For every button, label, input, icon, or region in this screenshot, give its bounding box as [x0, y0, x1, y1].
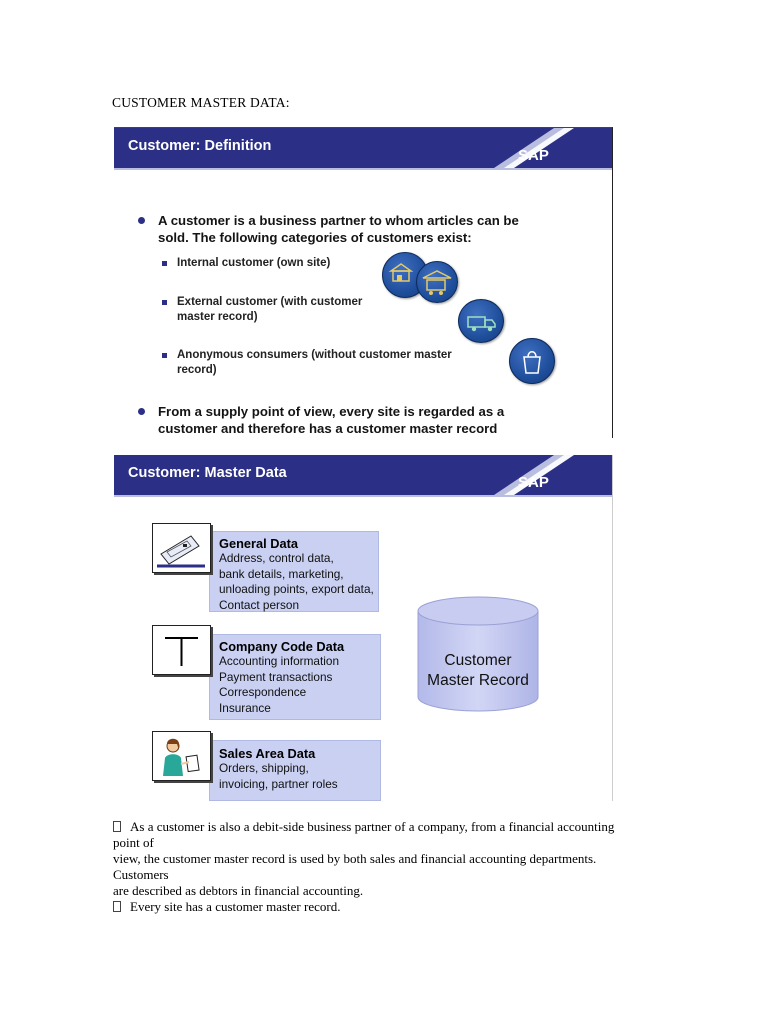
slide-title-bar — [114, 455, 612, 495]
svg-text:SAP: SAP — [518, 474, 549, 491]
letter-envelope-icon — [152, 523, 211, 573]
slide-title-bar — [114, 128, 612, 168]
card-sales-area-data: Sales Area Data Orders, shipping, invoicing, partner roles — [209, 740, 381, 801]
sub-item-external: External customer (with customer master record) — [177, 296, 363, 323]
card-general-data: General Data Address, control data, bank details, marketing, unloading points, export data, Contact person — [209, 531, 379, 612]
shopping-bag-icon — [509, 338, 555, 384]
slide-title: Customer: Master Data — [128, 465, 287, 481]
slide-title: Customer: Definition — [128, 138, 272, 154]
customer-master-record-cylinder — [414, 595, 542, 715]
note-line: point of — [113, 835, 154, 850]
cart-store-icon — [416, 261, 458, 303]
sales-person-icon — [152, 731, 211, 781]
title-divider — [114, 495, 612, 497]
t-account-icon — [152, 625, 211, 675]
svg-text:SAP: SAP — [518, 147, 549, 164]
sap-logo-icon — [494, 128, 612, 168]
bullet-glyph-icon — [113, 901, 121, 912]
card-company-code-data: Company Code Data Accounting information Payment transactions Correspondence Insurance — [209, 634, 381, 720]
note-line: view, the customer master record is used by both sales and financial accounting departments. — [113, 851, 597, 866]
note-line: are described as debtors in financial accounting. — [113, 883, 364, 898]
sub-item-anonymous: Anonymous consumers (without customer master record) — [177, 349, 452, 376]
note-line: Customers — [113, 867, 169, 882]
svg-text:Master Record: Master Record — [427, 672, 529, 689]
svg-text:Customer: Customer — [444, 652, 512, 669]
bullet-definition: A customer is a business partner to whom articles can be sold. The following categories of customers exist: — [158, 213, 519, 245]
bullet-dot — [138, 217, 145, 224]
sap-logo-icon — [494, 455, 612, 495]
slide-customer-master-data — [114, 455, 613, 801]
sub-bullet-square — [162, 353, 167, 358]
sub-item-internal: Internal customer (own site) — [177, 257, 331, 269]
sub-bullet-square — [162, 300, 167, 305]
note-line: Every site has a customer master record. — [113, 899, 673, 915]
sub-bullet-square — [162, 261, 167, 266]
bullet-dot — [138, 408, 145, 415]
bullet-glyph-icon — [113, 821, 121, 832]
slide-customer-definition — [114, 127, 613, 438]
bullet-supply-point: From a supply point of view, every site is regarded as a customer and therefore has a customer master record — [158, 404, 505, 436]
title-divider — [114, 168, 612, 170]
note-line: As a customer is also a debit-side business partner of a company, from a financial accounting — [113, 819, 673, 835]
delivery-van-icon — [458, 299, 504, 343]
notes-block — [113, 819, 673, 915]
page-heading: CUSTOMER MASTER DATA: — [112, 95, 290, 110]
